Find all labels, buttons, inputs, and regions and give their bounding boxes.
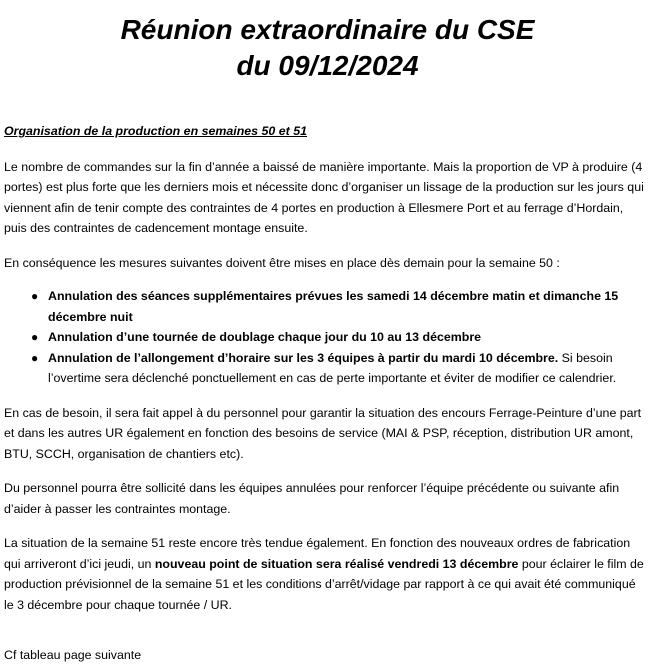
title-line-2: du 09/12/2024: [236, 50, 419, 81]
week-51-bold-text: nouveau point de situation sera réalisé vendredi 13 décembre: [154, 556, 519, 571]
week-51-text-part2: pour éclairer le film de production prévisionnel de la semaine 51 et les conditions d’arrêt/vidage par rapport à ce qui avait été communiqué le 3 décembre pour chaque tournée / UR.: [4, 556, 644, 612]
measure-item: [4, 327, 644, 348]
footer-note: Cf tableau page suivante: [4, 648, 142, 662]
paragraph-week-51: [4, 533, 644, 615]
measure-bold-text: Annulation des séances supplémentaires prévues les samedi 14 décembre matin et dimanche 15 décembre nuit: [48, 289, 619, 324]
measure-normal-text: Si besoin l’overtime sera déclenché ponctuellement en cas de perte importante et éviter de modifier ce calendrier.: [48, 350, 617, 385]
measure-item: [4, 348, 644, 389]
paragraph-orders: Le nombre de commandes sur la fin d’année a baissé de manière importante. Mais la proportion de VP à produire (4 portes) est plus forte que les derniers mois et nécessite donc d’organiser un lissage de la production sur les jours qui viennent afin de tenir compte des contraintes de 4 portes en production à Ellesmere Port et au ferrage d’Hordain, puis des contraintes de cadencement montage ensuite.: [4, 159, 644, 235]
paragraph-staff-need: En cas de besoin, il sera fait appel à du personnel pour garantir la situation des encours Ferrage-Peinture d’une part et dans les autres UR également en fonction des besoins de service (MAI & PSP, réception, distribution UR amont, BTU, SCCH, organisation de chantiers etc).: [4, 405, 642, 461]
measures-list: [4, 286, 644, 389]
document-title: [0, 12, 655, 84]
bullet-icon: ●: [31, 350, 39, 365]
document-body: [4, 121, 644, 666]
measure-bold-text: Annulation de l’allongement d’horaire sur les 3 équipes à partir du mardi 10 décembre.: [48, 350, 559, 365]
bullet-icon: ●: [31, 330, 39, 344]
paragraph-measures-intro: En conséquence les mesures suivantes doivent être mises en place dès demain pour la semaine 50 :: [4, 255, 560, 270]
measure-item: [4, 286, 644, 327]
title-line-1: Réunion extraordinaire du CSE: [120, 14, 535, 45]
bullet-icon: ●: [31, 289, 39, 303]
week-51-text-part1: La situation de la semaine 51 reste encore très tendue également. En fonction des nouveaux ordres de fabrication qui arriveront d’ici jeudi, un: [4, 536, 631, 571]
measure-bold-text: Annulation d’une tournée de doublage chaque jour du 10 au 13 décembre: [48, 330, 482, 344]
section-heading: Organisation de la production en semaines 50 et 51: [4, 124, 307, 138]
paragraph-staff-request: Du personnel pourra être sollicité dans les équipes annulées pour renforcer l’équipe précédente ou suivante afin d’aider à passer les contraintes montage.: [4, 481, 620, 516]
